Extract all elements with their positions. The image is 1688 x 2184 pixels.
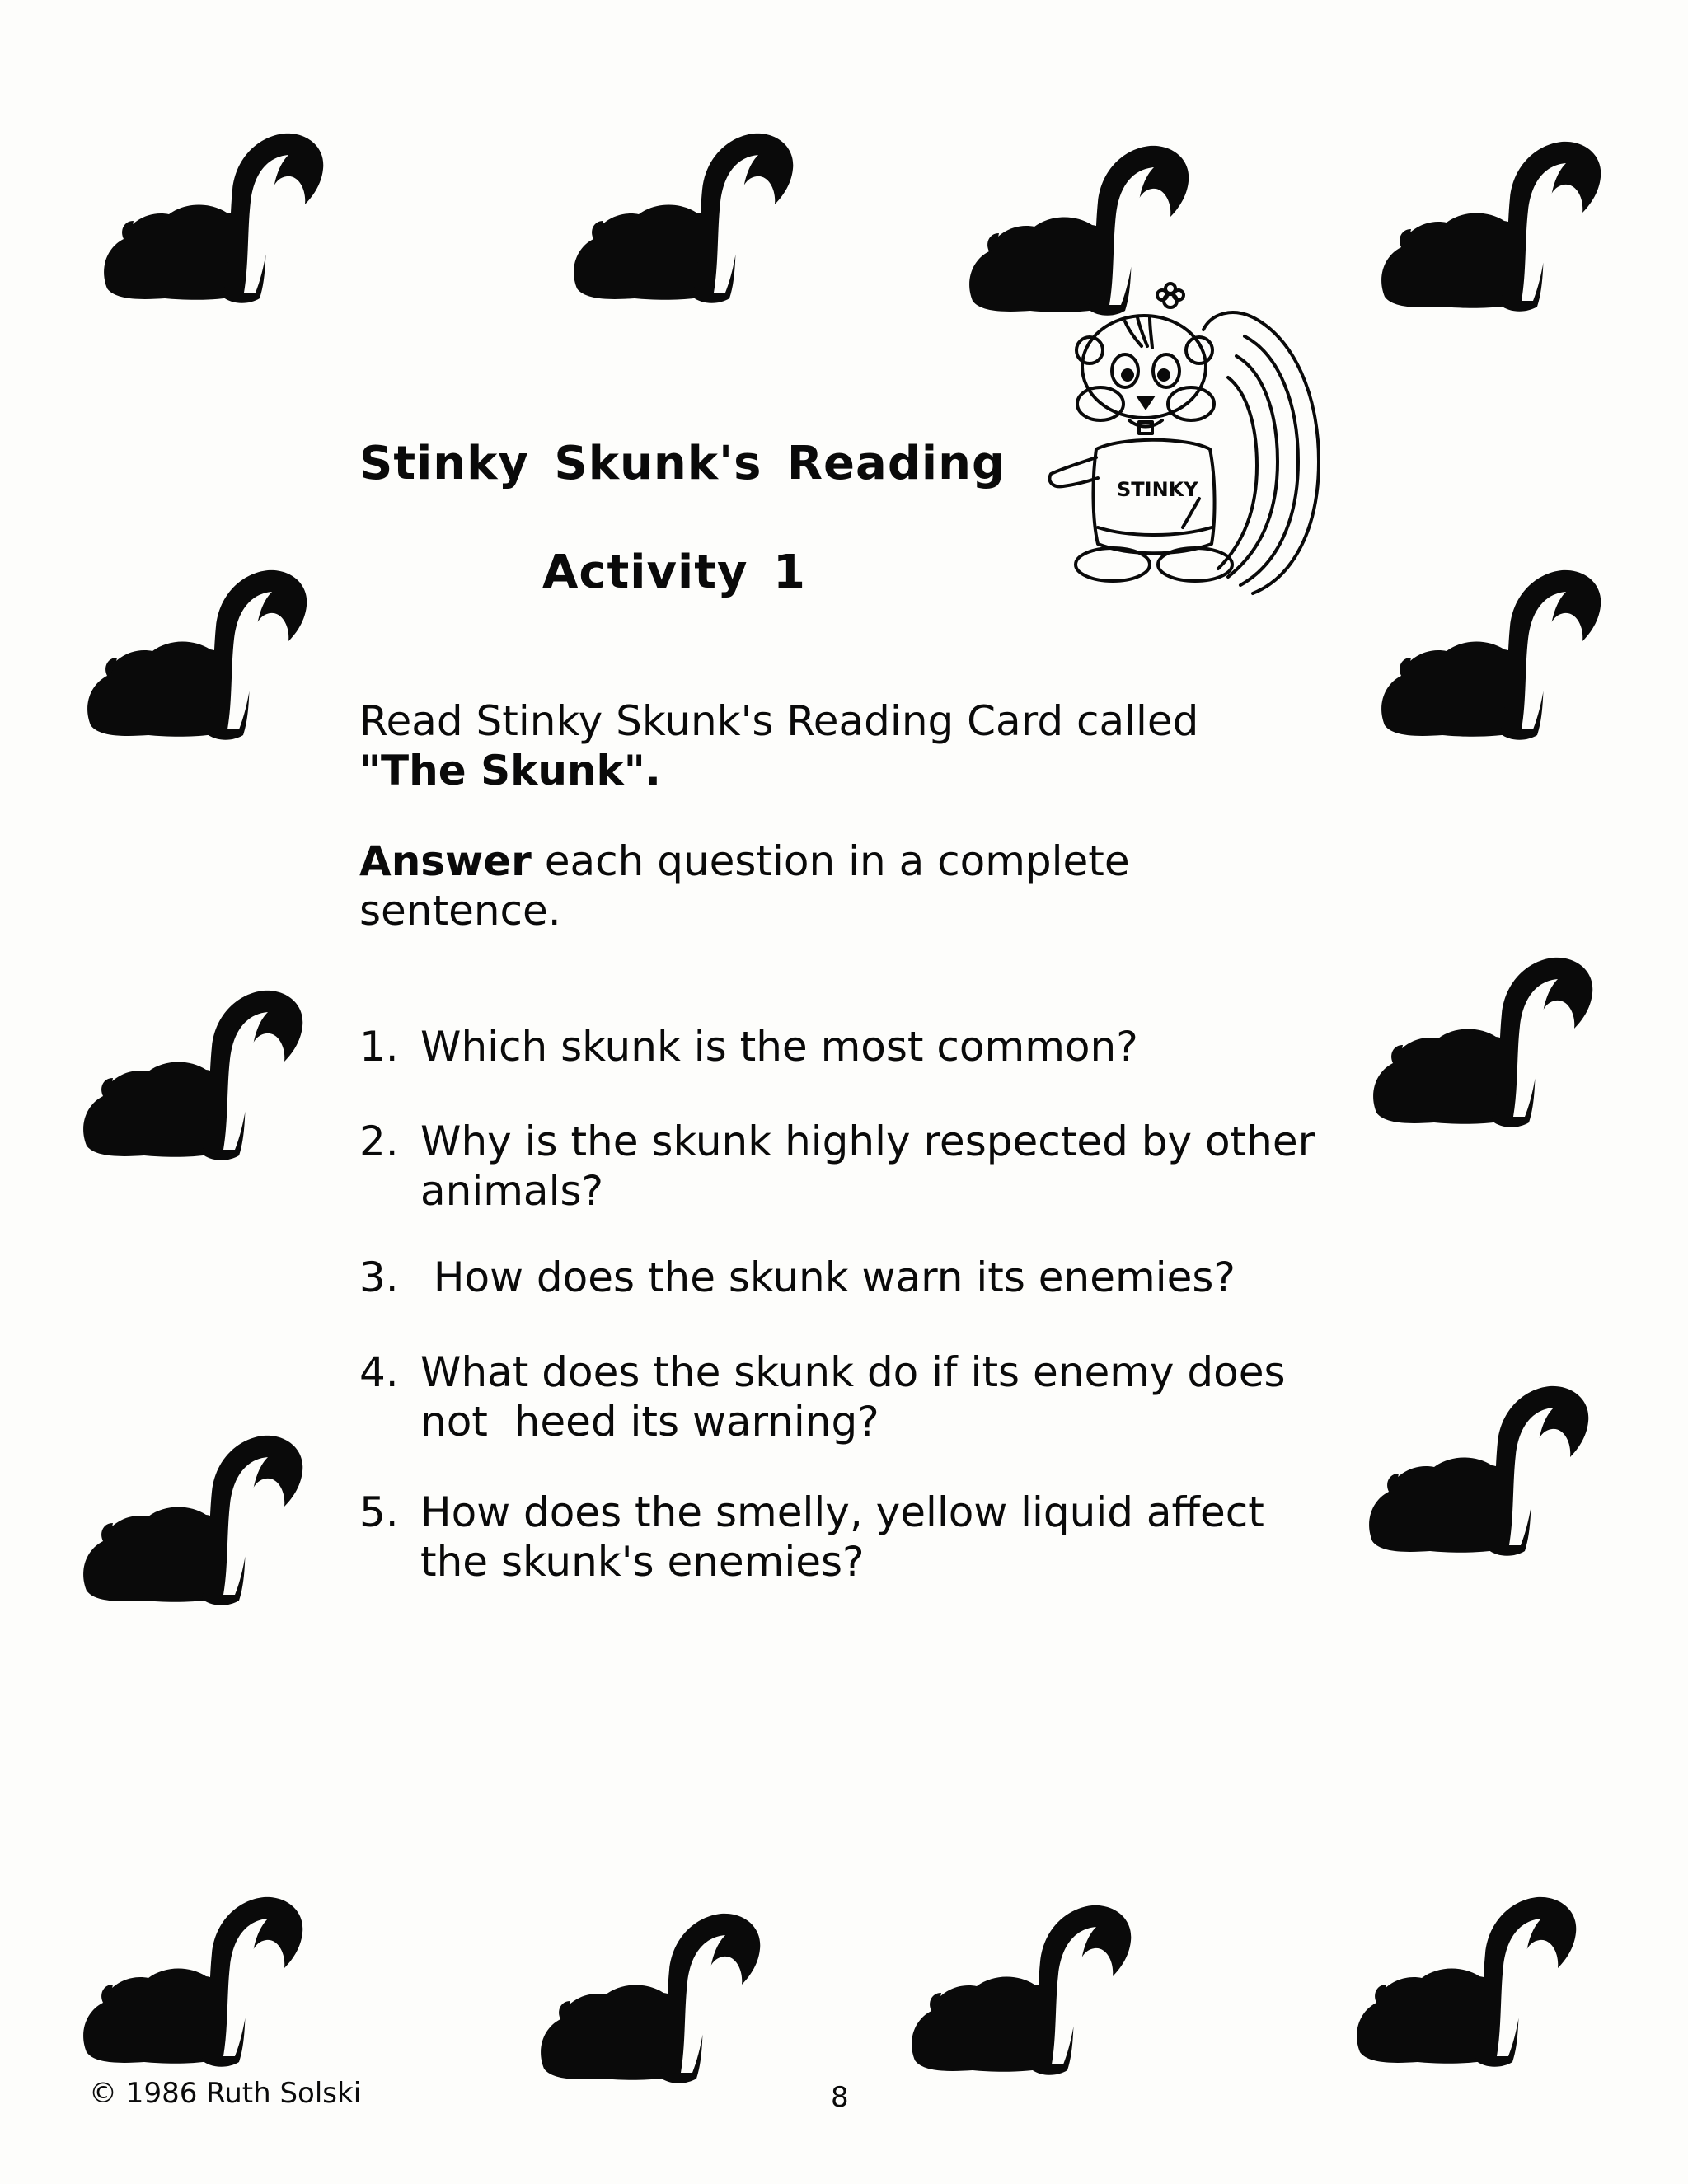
page-number: 8 — [831, 2081, 849, 2114]
question-number: 3. — [359, 1254, 399, 1301]
skunk-silhouette-icon — [1368, 560, 1607, 758]
question-text: How does the skunk warn its enemies? — [420, 1254, 1236, 1301]
skunk-silhouette-icon — [528, 1904, 767, 2102]
instruction-keyword: Answer — [359, 837, 532, 885]
question-item — [359, 1347, 1286, 1446]
question-text-continued: the skunk's enemies? — [420, 1538, 865, 1586]
instruction-paragraph — [359, 837, 1130, 935]
skunk-silhouette-icon — [1360, 948, 1599, 1146]
instruction-text-continued: sentence. — [359, 887, 561, 935]
skunk-silhouette-icon — [1356, 1376, 1595, 1574]
skunk-silhouette-icon — [1343, 1887, 1582, 2085]
question-text: Which skunk is the most common? — [420, 1023, 1138, 1071]
question-text-continued: animals? — [420, 1167, 604, 1215]
skunk-silhouette-icon — [91, 124, 330, 321]
skunk-silhouette-icon — [560, 124, 799, 321]
question-text-continued: not heed its warning? — [420, 1398, 879, 1446]
question-item — [359, 1022, 1138, 1071]
question-text: Why is the skunk highly respected by other — [420, 1118, 1315, 1165]
question-number: 5. — [359, 1488, 399, 1536]
skunk-silhouette-icon — [70, 981, 309, 1179]
activity-heading: Activity 1 — [542, 546, 806, 599]
worksheet-title: Stinky Skunk's Reading — [359, 437, 1006, 490]
question-item — [359, 1253, 1236, 1302]
question-item — [359, 1117, 1315, 1216]
question-number: 4. — [359, 1348, 399, 1396]
skunk-silhouette-icon — [898, 1896, 1137, 2093]
instruction-text: each question in a complete — [531, 837, 1130, 885]
stinky-skunk-mascot-icon — [1047, 280, 1360, 626]
question-text: How does the smelly, yellow liquid affect — [420, 1488, 1264, 1536]
intro-paragraph — [359, 696, 1198, 795]
skunk-silhouette-icon — [70, 1887, 309, 2085]
question-text: What does the skunk do if its enemy does — [420, 1348, 1286, 1396]
skunk-silhouette-icon — [74, 560, 313, 758]
skunk-silhouette-icon — [1368, 132, 1607, 330]
skunk-silhouette-icon — [70, 1426, 309, 1624]
question-number: 1. — [359, 1023, 399, 1071]
question-item — [359, 1488, 1264, 1586]
card-title: "The Skunk". — [359, 747, 661, 794]
intro-line: Read Stinky Skunk's Reading Card called — [359, 697, 1199, 745]
question-number: 2. — [359, 1118, 399, 1165]
copyright-notice: © 1986 Ruth Solski — [89, 2077, 362, 2110]
mascot-shirt-text: STINKY — [1117, 478, 1198, 501]
